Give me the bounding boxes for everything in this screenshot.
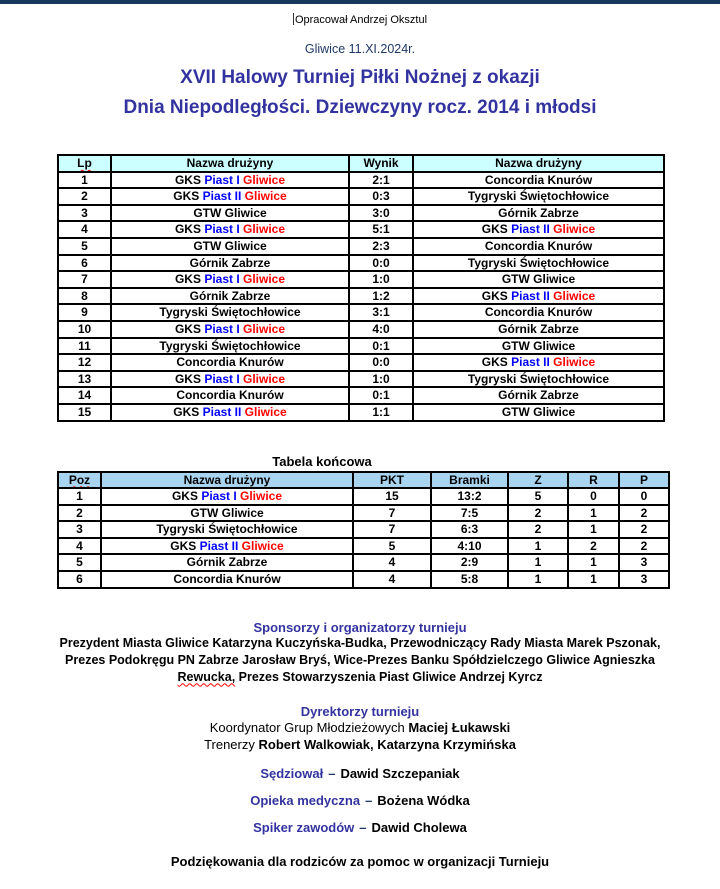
sponsors-line-1: Prezydent Miasta Gliwice Katarzyna Kuczyńska-Budka, Przewodniczący Rady Miasta Marek Pszonak, [59,635,661,650]
sponsors-line-3 [0,669,720,686]
table-row [58,271,664,288]
table-cell: 0:0 [349,354,413,371]
team-name-cell [101,554,353,571]
prepared-by-line [0,13,720,27]
announcer-name: Dawid Cholewa [371,819,467,835]
team-name-part: GKS [174,222,205,237]
table-cell: 0 [619,488,669,505]
medical-care-label: Opieka medyczna [250,792,361,808]
team-name-cell [111,338,349,355]
team-name-part: Concordia Knurów [176,388,284,403]
team-name-blue-part: Piast II [202,404,245,419]
team-name-part: GKS [171,489,202,504]
team-name-part: Górnik Zabrze [498,321,579,336]
team-name-red-part: Gliwice [553,222,596,237]
sponsors-line-2: Prezes Podokręgu PN Zabrze Jarosław Bryś, Wice-Prezes Banku Spółdzielczego Gliwice Agnieszka [65,652,655,667]
team-name-part: Tygryski Świętochłowice [467,189,610,204]
table-row [58,238,664,255]
announcer-line [0,820,720,835]
team-name-part: GKS [173,189,203,204]
column-header [568,472,619,489]
team-name-red-part: Gliwice [553,355,596,370]
table-cell: 1 [508,554,568,571]
announcer-label: Spiker zawodów [253,819,355,835]
team-name-part: Górnik Zabrze [189,255,271,270]
coordinator-line [0,719,720,736]
team-name-cell [111,304,349,321]
team-name-cell [111,387,349,404]
table-cell: 5:1 [349,221,413,238]
table-cell: 7 [353,505,431,522]
directors-heading: Dyrektorzy turnieju [300,703,420,719]
team-name-part: Tygryski Świętochłowice [159,338,301,353]
team-name-blue-part: Piast I [204,371,243,386]
table-cell: 15 [353,488,431,505]
team-name-part: GKS [174,172,205,187]
table-cell: 2:1 [349,172,413,189]
table-row [58,538,669,555]
team-name-red-part: Gliwice [243,172,286,187]
column-header-label: R [589,472,598,487]
table-cell: 4 [353,554,431,571]
table-cell: 13 [58,371,111,388]
table-cell: 2 [508,505,568,522]
column-header [508,472,568,489]
table-row [58,255,664,272]
table-cell: 6 [58,255,111,272]
header-row [58,472,669,489]
referee-line [0,766,720,781]
team-name-cell [413,255,664,272]
team-name-part: GKS [481,222,512,237]
prepared-by-text: Opracował Andrzej Oksztul [294,14,428,26]
team-name-cell [413,338,664,355]
team-name-cell [101,571,353,588]
team-name-part: GKS [481,288,512,303]
table-cell: 1:0 [349,271,413,288]
team-name-red-part: Gliwice [243,371,286,386]
team-name-cell [413,172,664,189]
team-name-red-part: Gliwice [244,404,287,419]
team-name-cell [413,321,664,338]
column-header-label: P [639,472,648,487]
table-cell: 3 [58,521,101,538]
team-name-part: GTW Gliwice [501,338,576,353]
team-name-part: Tygryski Świętochłowice [467,371,610,386]
team-name-part: Concordia Knurów [484,305,593,320]
table-cell: 8 [58,288,111,305]
team-name-part: GKS [170,538,200,553]
dash-separator: – [328,765,336,781]
team-name-cell [111,205,349,222]
table-row [58,571,669,588]
column-header [413,155,664,172]
column-header [111,155,349,172]
team-name-cell [101,538,353,555]
column-header [353,472,431,489]
team-name-part: GTW Gliwice [501,404,576,419]
table-cell: 3:0 [349,205,413,222]
table-cell: 9 [58,304,111,321]
team-name-part: Concordia Knurów [176,355,284,370]
medical-care-name: Bożena Wódka [377,792,470,808]
dash-separator: – [359,819,367,835]
team-name-cell [413,238,664,255]
table-row [58,521,669,538]
table-cell: 0:0 [349,255,413,272]
team-name-part: GKS [173,404,203,419]
team-name-cell [413,288,664,305]
column-header [58,472,101,489]
team-name-part: Górnik Zabrze [189,288,271,303]
team-name-blue-part: Piast I [204,321,243,336]
table-row [58,205,664,222]
column-header-label: Nazwa drużyny [186,156,274,170]
table-cell: 7:5 [431,505,508,522]
table-row [58,321,664,338]
referee-label: Sędziował [260,765,324,781]
table-cell: 2:3 [349,238,413,255]
table-cell: 3:1 [349,304,413,321]
coordinator-name: Maciej Łukawski [408,719,511,735]
column-header-label: Bramki [449,472,490,487]
team-name-blue-part: Piast II [511,222,554,237]
table-cell: 5 [508,488,568,505]
team-name-part: GTW Gliwice [190,505,264,520]
table-cell: 3 [619,554,669,571]
team-name-blue-part: Piast I [204,172,243,187]
team-name-red-part: Gliwice [240,489,283,504]
sponsors-heading: Sponsorzy i organizatorzy turnieju [253,619,467,635]
team-name-part: GKS [174,272,205,287]
table-cell: 4 [58,538,101,555]
final-table-title: Tabela końcowa [272,453,372,469]
team-name-cell [111,172,349,189]
coaches-label: Trenerzy [204,736,259,752]
team-name-cell [413,354,664,371]
team-name-cell [111,221,349,238]
column-header [431,472,508,489]
table-cell: 7 [353,521,431,538]
place-date-line: Gliwice 11.XI.2024r. [304,42,416,56]
table-cell: 1 [58,488,101,505]
table-cell: 1 [508,538,568,555]
tournament-title-line1: XVII Halowy Turniej Piłki Nożnej z okazji [180,67,540,88]
table-cell: 1:0 [349,371,413,388]
team-name-cell [413,387,664,404]
table-cell: 2 [508,521,568,538]
table-cell: 2:9 [431,554,508,571]
team-name-part: GKS [174,371,205,386]
table-cell: 4:10 [431,538,508,555]
team-name-red-part: Gliwice [243,272,286,287]
column-header-label: Lp [77,156,92,170]
team-name-cell [101,521,353,538]
team-name-part: Górnik Zabrze [186,555,268,570]
table-cell: 10 [58,321,111,338]
team-name-part: Tygryski Świętochłowice [156,522,298,537]
table-row [58,188,664,205]
match-results-table [57,154,665,422]
thanks-line: Podziękowania dla rodziców za pomoc w organizacji Turnieju [170,853,550,869]
table-cell: 2 [568,538,619,555]
table-cell: 4:0 [349,321,413,338]
team-name-blue-part: Piast II [511,355,554,370]
table-cell: 4 [353,571,431,588]
team-name-cell [101,488,353,505]
table-row [58,172,664,189]
table-cell: 11 [58,338,111,355]
team-name-part: GTW Gliwice [193,205,267,220]
table-cell: 14 [58,387,111,404]
sponsors-line-3-rest: Prezes Stowarzyszenia Piast Gliwice Andrzej Kyrcz [235,669,543,684]
table-cell: 1 [58,172,111,189]
team-name-cell [101,505,353,522]
table-row [58,554,669,571]
team-name-cell [111,271,349,288]
table-cell: 5 [58,554,101,571]
team-name-blue-part: Piast II [511,288,554,303]
team-name-part: Tygryski Świętochłowice [159,305,301,320]
referee-name: Dawid Szczepaniak [340,765,460,781]
table-cell: 2 [619,538,669,555]
column-header [349,155,413,172]
team-name-blue-part: Piast I [204,222,243,237]
team-name-cell [413,304,664,321]
team-name-part: Concordia Knurów [484,172,593,187]
team-name-cell [413,371,664,388]
coordinator-label: Koordynator Grup Młodzieżowych [209,719,409,735]
coaches-line [0,736,720,753]
table-cell: 1 [568,554,619,571]
table-row [58,387,664,404]
team-name-cell [111,321,349,338]
team-name-red-part: Gliwice [553,288,596,303]
table-cell: 2 [619,505,669,522]
coaches-names: Robert Walkowiak, Katarzyna Krzymińska [258,736,516,752]
table-cell: 0:1 [349,387,413,404]
table-cell: 5 [353,538,431,555]
table-cell: 5:8 [431,571,508,588]
team-name-cell [111,404,349,421]
team-name-blue-part: Piast II [202,189,245,204]
team-name-blue-part: Piast I [201,489,240,504]
column-header [619,472,669,489]
team-name-cell [111,288,349,305]
team-name-cell [111,238,349,255]
tournament-title-line2: Dnia Niepodległości. Dziewczyny rocz. 2014 i młodsi [123,97,597,118]
table-cell: 1 [508,571,568,588]
table-cell: 7 [58,271,111,288]
table-cell: 0 [568,488,619,505]
table-cell: 1:2 [349,288,413,305]
table-row [58,221,664,238]
team-name-red-part: Gliwice [243,321,286,336]
team-name-part: Concordia Knurów [484,238,593,253]
table-cell: 13:2 [431,488,508,505]
team-name-part: GKS [174,321,205,336]
table-cell: 3 [619,571,669,588]
team-name-cell [111,371,349,388]
table-cell: 0:1 [349,338,413,355]
team-name-blue-part: Piast I [204,272,243,287]
table-row [58,354,664,371]
team-name-part: GTW Gliwice [501,272,576,287]
table-cell: 2 [58,505,101,522]
team-name-cell [111,354,349,371]
table-cell: 6 [58,571,101,588]
table-cell: 12 [58,354,111,371]
team-name-cell [111,255,349,272]
column-header-label: Nazwa drużyny [495,156,582,170]
team-name-red-part: Gliwice [243,222,286,237]
team-name-part: Górnik Zabrze [498,205,579,220]
table-cell: 6:3 [431,521,508,538]
text-cursor [293,13,294,25]
team-name-part: GTW Gliwice [193,238,267,253]
column-header [101,472,353,489]
table-cell: 5 [58,238,111,255]
table-row [58,404,664,421]
top-accent-bar [0,0,720,4]
team-name-red-part: Gliwice [244,189,287,204]
table-cell: 15 [58,404,111,421]
table-row [58,288,664,305]
table-row [58,488,669,505]
table-row [58,505,669,522]
team-name-cell [413,205,664,222]
table-cell: 0:3 [349,188,413,205]
table-row [58,338,664,355]
table-cell: 1 [568,571,619,588]
team-name-part: GKS [481,355,512,370]
table-cell: 4 [58,221,111,238]
team-name-cell [413,188,664,205]
column-header-label: Nazwa drużyny [183,472,271,487]
team-name-blue-part: Piast II [199,538,242,553]
medical-care-line [0,793,720,808]
column-header-label: Z [534,472,542,487]
team-name-part: Górnik Zabrze [498,388,579,403]
table-cell: 3 [58,205,111,222]
final-standings-table [57,471,670,589]
team-name-cell [111,188,349,205]
table-cell: 1 [568,505,619,522]
table-row [58,304,664,321]
column-header-label: PKT [380,472,404,487]
column-header-label: Wynik [363,156,399,170]
dash-separator: – [365,792,373,808]
header-row [58,155,664,172]
team-name-red-part: Gliwice [241,538,284,553]
misspelled-word: Rewucka, [177,669,236,684]
table-cell: 2 [58,188,111,205]
table-row [58,371,664,388]
column-header-label: Poz [68,472,91,487]
column-header [58,155,111,172]
table-cell: 2 [619,521,669,538]
table-cell: 1 [568,521,619,538]
table-cell: 1:1 [349,404,413,421]
team-name-part: Concordia Knurów [173,572,281,587]
team-name-cell [413,271,664,288]
team-name-cell [413,221,664,238]
team-name-cell [413,404,664,421]
team-name-part: Tygryski Świętochłowice [467,255,610,270]
